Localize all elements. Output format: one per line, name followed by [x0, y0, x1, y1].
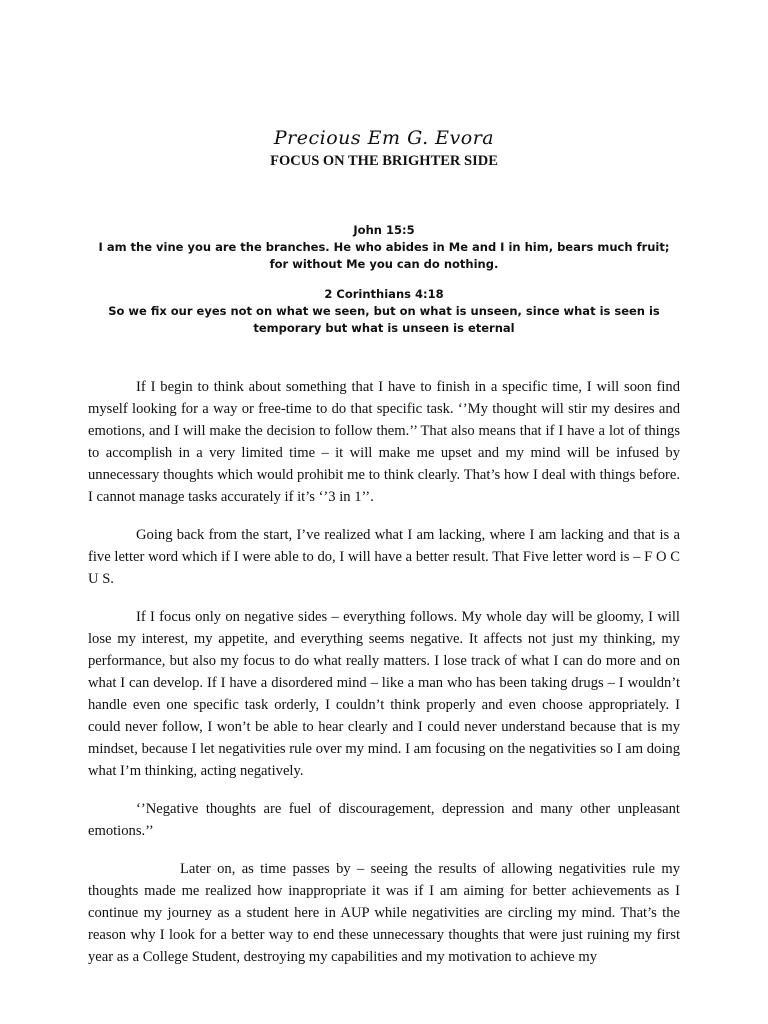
verse-reference: John 15:5: [353, 223, 415, 237]
verse-reference: 2 Corinthians 4:18: [324, 287, 444, 301]
verse-block: [95, 286, 673, 337]
essay-title: FOCUS ON THE BRIGHTER SIDE: [270, 153, 498, 169]
quote-paragraph: ‘’Negative thoughts are fuel of discouragement, depression and many other unpleasant emotions.’’: [88, 801, 680, 839]
paragraph: Later on, as time passes by – seeing the results of allowing negativities rule my thoughts made me realized how inappropriate it was if I am aiming for better achievements as I continue my journey as a student here in AUP while negativities are circling my mind. That’s the reason why I look for a better way to end these unnecessary thoughts that were just ruining my first year as a College Student, destroying my capabilities and my motivation to achieve my: [88, 861, 680, 965]
paragraph: If I focus only on negative sides – everything follows. My whole day will be gloomy, I will lose my interest, my appetite, and everything seems negative. It affects not just my thinking, my performance, but also my focus to do what really matters. I lose track of what I can do more and on what I can develop. If I have a disordered mind – like a man who has been taking drugs – I wouldn’t handle even one specific task orderly, I couldn’t think properly and even choose appropriately. I could never follow, I won’t be able to hear clearly and I could never understand because that is my mindset, because I let negativities rule over my mind. I am focusing on the negativities so I am doing what I’m thinking, acting negatively.: [88, 609, 680, 779]
verse-text: I am the vine you are the branches. He who abides in Me and I in him, bears much fruit; for without Me you can do nothing.: [98, 240, 670, 271]
essay-body: [88, 376, 680, 984]
author-name: Precious Em G. Evora: [273, 127, 495, 149]
verse-text: So we fix our eyes not on what we seen, but on what is unseen, since what is seen is temporary but what is unseen is eternal: [108, 304, 660, 335]
paragraph: Going back from the start, I’ve realized what I am lacking, where I am lacking and that is a five letter word which if I were able to do, I will have a better result. That Five letter word is – F O C U S.: [88, 527, 680, 587]
paragraph: If I begin to think about something that I have to finish in a specific time, I will soon find myself looking for a way or free-time to do that specific task. ‘’My thought will stir my desires and emotions, and I will make the decision to follow them.’’ That also means that if I have a lot of things to accomplish in a very limited time – it will make me upset and my mind will be infused by unnecessary thoughts which would prohibit me to think clearly. That’s how I deal with things before. I cannot manage tasks accurately if it’s ‘’3 in 1’’.: [88, 379, 680, 505]
verse-block: [95, 222, 673, 273]
